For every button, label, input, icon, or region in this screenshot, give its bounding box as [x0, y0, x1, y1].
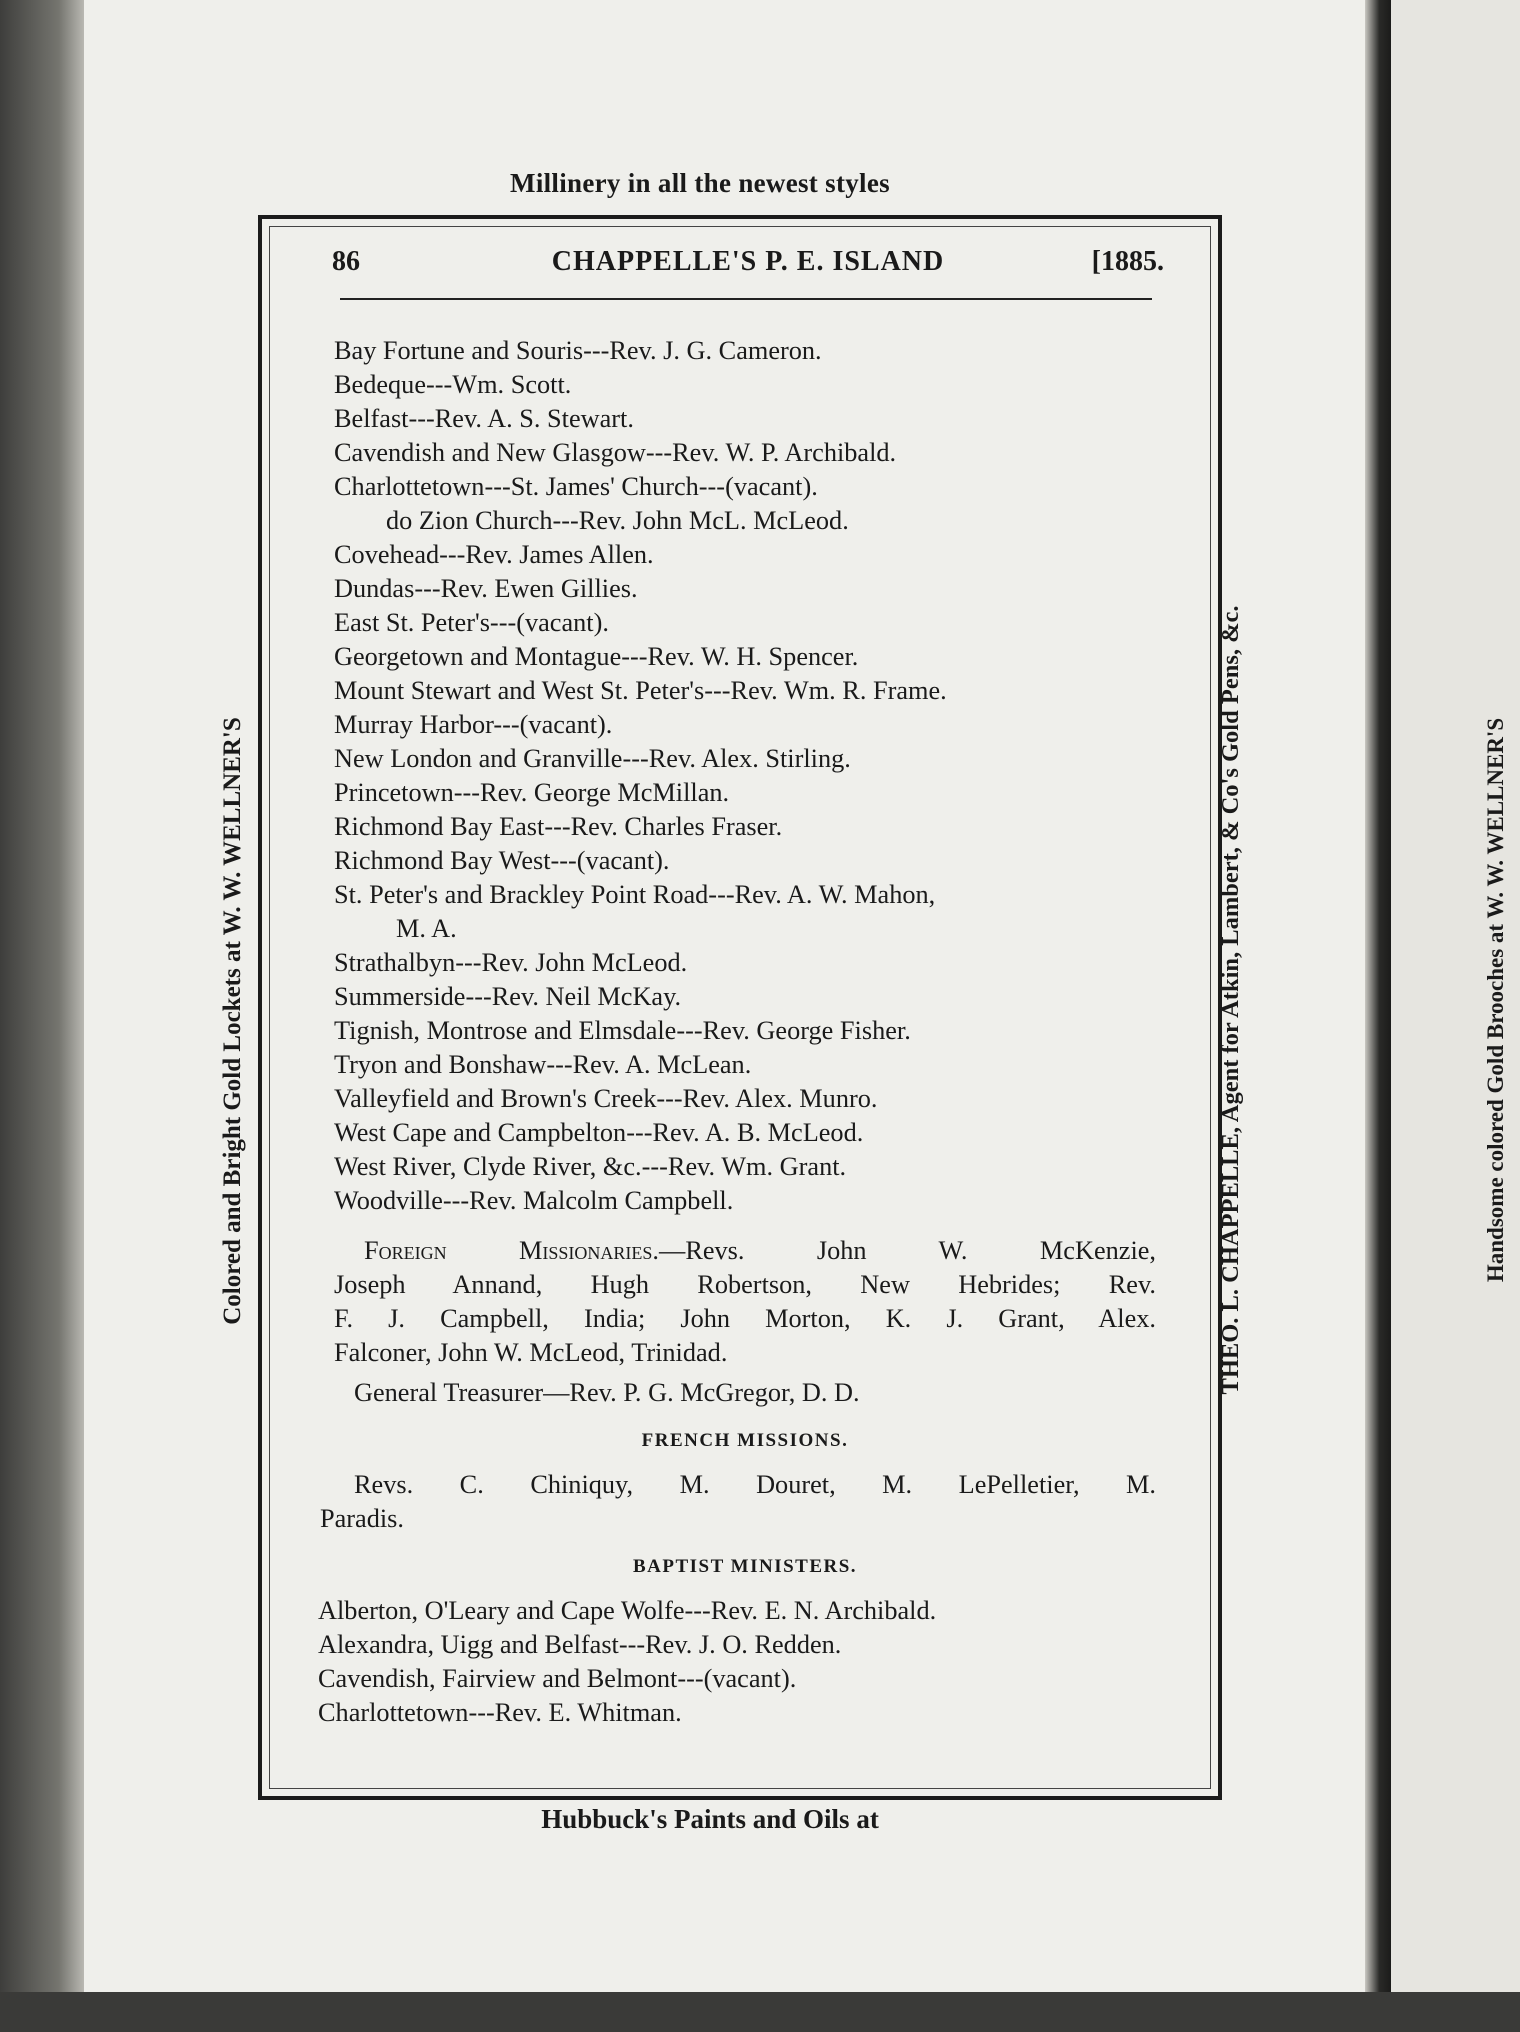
station-entry: Strathalbyn---Rev. John McLeod. [334, 948, 688, 977]
station-entry: Richmond Bay East---Rev. Charles Fraser. [334, 812, 783, 841]
foreign-missionaries-paragraph [334, 1234, 1156, 1370]
foreign-missionaries-line: Joseph Annand, Hugh Robertson, New Hebrides; Rev. [334, 1270, 1156, 1299]
foreign-missionaries-label: Foreign Missionaries. [364, 1236, 660, 1265]
station-entry: Valleyfield and Brown's Creek---Rev. Alex. Munro. [334, 1084, 878, 1113]
station-entry: Bedeque---Wm. Scott. [334, 370, 572, 399]
baptist-entry: Alexandra, Uigg and Belfast---Rev. J. O. Redden. [318, 1630, 842, 1659]
page-title: CHAPPELLE'S P. E. ISLAND [551, 246, 945, 277]
station-entry: Charlottetown---St. James' Church---(vacant). [334, 472, 818, 501]
french-missions-line: Paradis. [320, 1504, 404, 1533]
baptist-ministers-heading: BAPTIST MINISTERS. [632, 1556, 858, 1577]
station-entry: West Cape and Campbelton---Rev. A. B. McLeod. [334, 1118, 864, 1147]
right-margin-advertisement: THEO. L. CHAPPELLE, Agent for Atkin, Lambert, & Co's Gold Pens, &c. [1217, 605, 1244, 1395]
foreign-missionaries-line [334, 1234, 1156, 1268]
foreign-missionaries-line: Falconer, John W. McLeod, Trinidad. [334, 1338, 728, 1367]
facing-page-advertisement: Handsome colored Gold Brooches at W. W. WELLNER'S [1483, 717, 1508, 1283]
foreign-missionaries-line: F. J. Campbell, India; John Morton, K. J. Grant, Alex. [334, 1304, 1156, 1333]
page-edge-shadow [0, 0, 84, 2032]
left-margin-advertisement: Colored and Bright Gold Lockets at W. W. WELLNER'S [219, 717, 246, 1325]
station-entry: Covehead---Rev. James Allen. [334, 540, 654, 569]
baptist-entry: Charlottetown---Rev. E. Whitman. [318, 1698, 682, 1727]
book-gutter [1365, 0, 1391, 2032]
station-entry: Summerside---Rev. Neil McKay. [334, 982, 682, 1011]
station-entry: Richmond Bay West---(vacant). [334, 846, 670, 875]
foreign-missionaries-text: —Revs. John W. McKenzie, [659, 1236, 1156, 1265]
page-number: 86 [332, 246, 360, 277]
baptist-entry: Alberton, O'Leary and Cape Wolfe---Rev. E. N. Archibald. [318, 1596, 937, 1625]
station-entry: East St. Peter's---(vacant). [334, 608, 609, 637]
station-entry: Tignish, Montrose and Elmsdale---Rev. George Fisher. [334, 1016, 911, 1045]
station-entry: Georgetown and Montague---Rev. W. H. Spencer. [334, 642, 859, 671]
station-entry: Bay Fortune and Souris---Rev. J. G. Cameron. [334, 336, 822, 365]
running-head [332, 246, 1164, 288]
station-entry: Murray Harbor---(vacant). [334, 710, 613, 739]
station-entry: New London and Granville---Rev. Alex. Stirling. [334, 744, 851, 773]
baptist-entry: Cavendish, Fairview and Belmont---(vacant). [318, 1664, 797, 1693]
station-entry: Mount Stewart and West St. Peter's---Rev. Wm. R. Frame. [334, 676, 947, 705]
station-entry: Belfast---Rev. A. S. Stewart. [334, 404, 634, 433]
footer-advertisement: Hubbuck's Paints and Oils at [541, 1804, 879, 1834]
header-rule [340, 298, 1152, 300]
french-missions-line: Revs. C. Chiniquy, M. Douret, M. LePelletier, M. [354, 1470, 1156, 1499]
station-entry: Woodville---Rev. Malcolm Campbell. [334, 1186, 734, 1215]
scan-bottom-edge [0, 1992, 1520, 2032]
station-entry: Princetown---Rev. George McMillan. [334, 778, 730, 807]
header-advertisement: Millinery in all the newest styles [510, 168, 890, 198]
french-missions-heading: FRENCH MISSIONS. [641, 1430, 849, 1451]
page-year: [1885. [1091, 246, 1164, 277]
station-entry: do Zion Church---Rev. John McL. McLeod. [386, 506, 849, 535]
station-entry: Cavendish and New Glasgow---Rev. W. P. Archibald. [334, 438, 897, 467]
general-treasurer: General Treasurer—Rev. P. G. McGregor, D. D. [354, 1378, 860, 1407]
station-entry: Tryon and Bonshaw---Rev. A. McLean. [334, 1050, 752, 1079]
station-entry-continued: M. A. [396, 914, 457, 943]
station-entry: West River, Clyde River, &c.---Rev. Wm. Grant. [334, 1152, 847, 1181]
station-entry: Dundas---Rev. Ewen Gillies. [334, 574, 638, 603]
station-entry: St. Peter's and Brackley Point Road---Rev. A. W. Mahon, [334, 880, 936, 909]
directory-body [318, 334, 1156, 1730]
